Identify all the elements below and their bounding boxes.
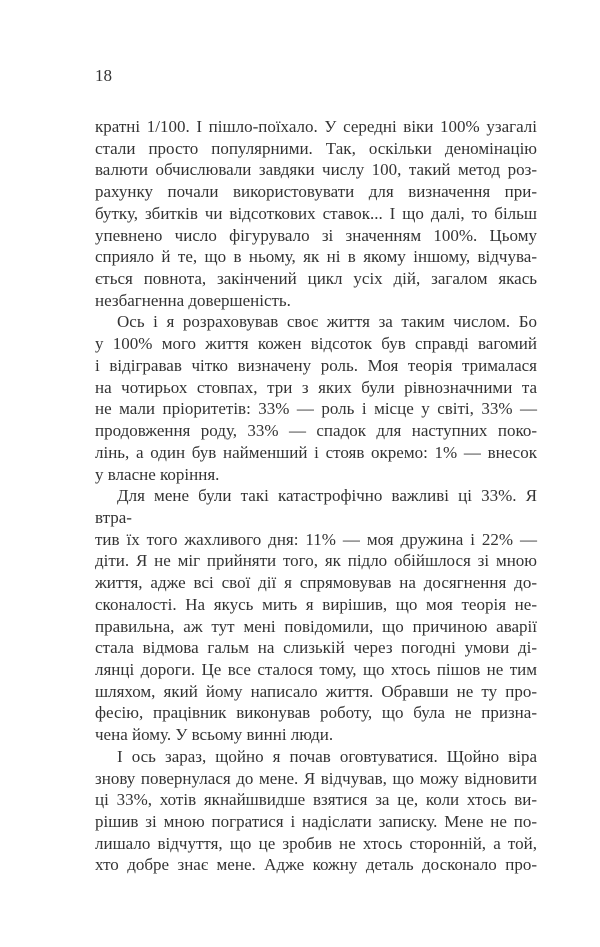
text-line: упевнено число фігурувало зі значенням 100%. Цьому bbox=[95, 225, 537, 245]
text-line: лінь, а один був найменший і стояв окремо: 1% — внесок bbox=[95, 442, 537, 462]
text-line: чена йому. У всьому винні люди. bbox=[95, 725, 334, 745]
text-line: життя, адже всі свої дії я спрямовував на досягнення до- bbox=[95, 573, 537, 593]
text-line: сприяло й те, що в ньому, як ні в якому іншому, відчува- bbox=[95, 247, 537, 267]
text-line: рішив зі мною погратися і надіслати записку. Мене не по- bbox=[95, 812, 537, 831]
body-text bbox=[95, 116, 537, 876]
text-line: сконалості. На якусь мить я вирішив, що моя теорія не- bbox=[95, 594, 537, 614]
text-line: бутку, збитків чи відсоткових ставок... І що далі, то більш bbox=[95, 203, 537, 223]
text-line: Ось і я розраховував своє життя за таким числом. Бо bbox=[117, 312, 537, 332]
text-line: стала відмова гальм на слизькій через погодні умови ді- bbox=[95, 638, 537, 658]
text-line: правильна, аж тут мені повідомили, що причиною аварії bbox=[95, 616, 537, 636]
paragraph bbox=[95, 746, 537, 876]
paragraph bbox=[95, 116, 537, 311]
text-line: хто добре знає мене. Адже кожну деталь досконало про- bbox=[95, 855, 537, 875]
text-line: продовження роду, 33% — спадок для наступних поко- bbox=[95, 421, 537, 441]
text-line: фесію, працівник виконував роботу, що була не призна- bbox=[95, 703, 537, 723]
text-line: валюти обчислювали завдяки числу 100, такий метод роз- bbox=[95, 160, 537, 180]
text-line: ється повнота, закінчений цикл усіх дій, загалом якась bbox=[95, 269, 537, 289]
text-line: рахунку почали використовувати для визначення при- bbox=[95, 182, 537, 202]
text-line: Для мене були такі катастрофічно важливі ці 33%. Я втра- bbox=[95, 486, 537, 527]
paragraph bbox=[95, 485, 537, 746]
text-line: стали просто популярними. Так, оскільки деномінацію bbox=[95, 138, 537, 158]
page-number: 18 bbox=[95, 66, 112, 85]
text-line: у власне коріння. bbox=[95, 464, 220, 484]
text-line: лянці дороги. Це все сталося тому, що хтось пішов не тим bbox=[95, 659, 537, 679]
text-line: І ось зараз, щойно я почав оговтуватися. Щойно віра bbox=[117, 746, 537, 766]
paragraph bbox=[95, 311, 537, 485]
text-line: не мали пріоритетів: 33% — роль і місце у світі, 33% — bbox=[95, 399, 537, 419]
text-line: знову повернулася до мене. Я відчував, що можу відновити bbox=[95, 768, 537, 788]
text-line: кратні 1/100. І пішло-поїхало. У середні віки 100% узагалі bbox=[95, 117, 537, 136]
text-line: незбагненна довершеність. bbox=[95, 290, 291, 310]
text-line: тив їх того жахливого дня: 11% — моя дружина і 22% — bbox=[95, 529, 537, 549]
text-line: діти. Я не міг прийняти того, як підло обійшлося зі мною bbox=[95, 551, 537, 571]
text-line: і відігравав чітко визначену роль. Моя теорія трималася bbox=[95, 355, 537, 375]
text-line: лишало відчуття, що це зробив не хтось сторонній, а той, bbox=[95, 833, 537, 853]
text-line: шляхом, який йому написало життя. Обравши не ту про- bbox=[95, 681, 537, 701]
text-line: у 100% мого життя кожен відсоток був справді вагомий bbox=[95, 334, 537, 354]
text-line: ці 33%, хотів якнайшвидше взятися за це, коли хтось ви- bbox=[95, 790, 537, 810]
text-line: на чотирьох стовпах, три з яких були рівнозначними та bbox=[95, 377, 537, 397]
